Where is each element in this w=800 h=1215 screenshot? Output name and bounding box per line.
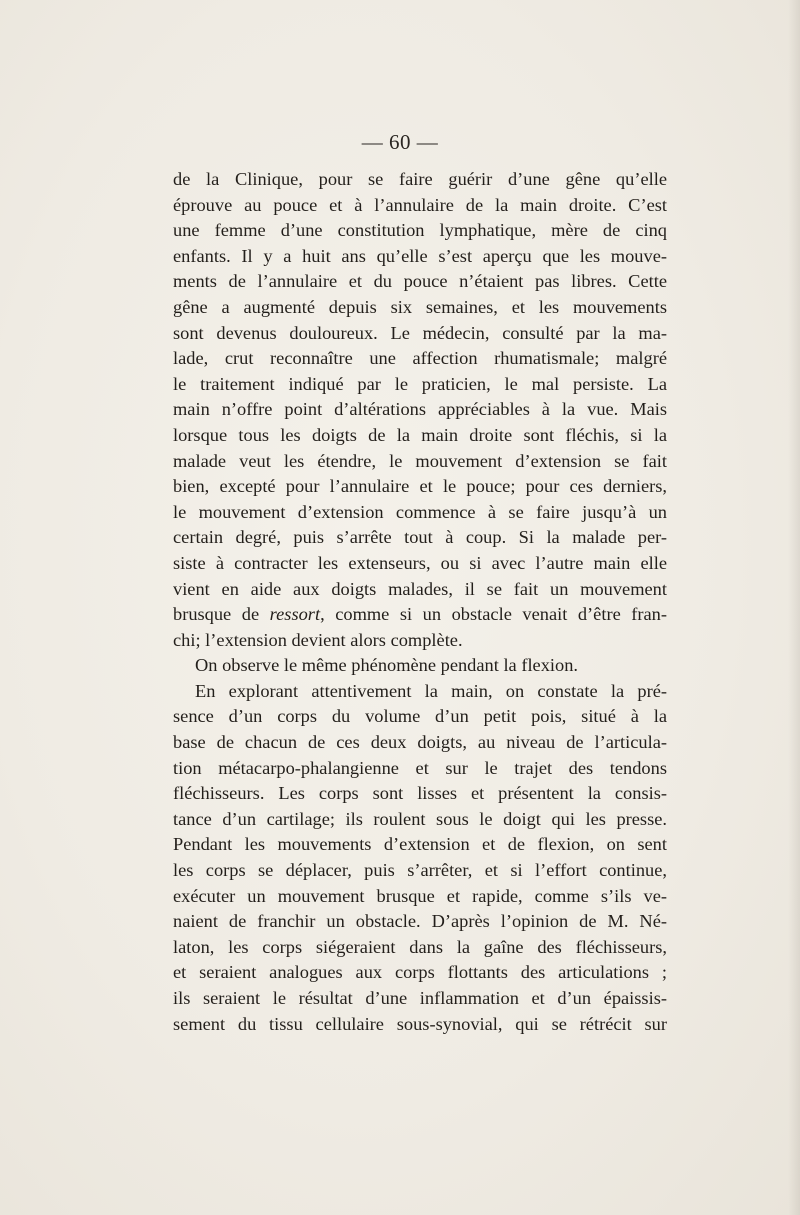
text-line: brusque de ressort, comme si un obstacle venait d’être fran- [173,604,667,625]
page-edge-shadow [788,0,800,1215]
text-line: main n’offre point d’altérations appréciables à la vue. Mais [173,399,667,420]
text-line: malade veut les étendre, le mouvement d’extension se fait [173,450,667,471]
text-line: chi; l’extension devient alors complète. [173,629,463,650]
text-line: et seraient analogues aux corps flottants des articulations ; [173,962,667,983]
text-line: bien, excepté pour l’annulaire et le pouce; pour ces derniers, [173,476,667,497]
text-line: sont devenus douloureux. Le médecin, consulté par la ma- [173,322,667,343]
text-line: exécuter un mouvement brusque et rapide, comme s’ils ve- [173,885,667,906]
text-line: éprouve au pouce et à l’annulaire de la main droite. C’est [173,194,667,215]
text-line: naient de franchir un obstacle. D’après l’opinion de M. Né- [173,911,667,932]
text-line: siste à contracter les extenseurs, ou si avec l’autre main elle [173,552,667,573]
text-line: de la Clinique, pour se faire guérir d’une gêne qu’elle [173,169,667,189]
body-text [173,167,667,1037]
emphasis-word: ressort [269,604,321,625]
text-line: lorsque tous les doigts de la main droite sont fléchis, si la [173,424,667,445]
text-line: sement du tissu cellulaire sous-synovial, qui se rétrécit sur [173,1013,667,1034]
text-line: Pendant les mouvements d’extension et de flexion, on sent [173,834,667,855]
text-line: une femme d’une constitution lymphatique, mère de cinq [173,220,667,241]
text-line: les corps se déplacer, puis s’arrêter, et si l’effort continue, [173,860,667,881]
text-line: ments de l’annulaire et du pouce n’étaient pas libres. Cette [173,271,667,292]
text-line: vient en aide aux doigts malades, il se fait un mouvement [173,578,667,599]
page-number: — 60 — [361,130,439,154]
text-line: sence d’un corps du volume d’un petit pois, situé à la [173,706,667,727]
text-line: tion métacarpo-phalangienne et sur le trajet des tendons [173,757,667,778]
text-line: laton, les corps siégeraient dans la gaîne des fléchisseurs, [173,936,667,957]
text-line: On observe le même phénomène pendant la flexion. [195,655,579,676]
text-line: tance d’un cartilage; ils roulent sous le doigt qui les presse. [173,808,667,829]
text-line: le mouvement d’extension commence à se faire jusqu’à un [173,501,667,522]
text-line: ils seraient le résultat d’une inflammation et d’un épaissis- [173,988,667,1008]
text-line: le traitement indiqué par le praticien, le mal persiste. La [173,373,667,394]
text-line: base de chacun de ces deux doigts, au niveau de l’articula- [173,732,667,753]
text-line: certain degré, puis s’arrête tout à coup. Si la malade per- [173,527,667,548]
text-line: fléchisseurs. Les corps sont lisses et présentent la consis- [173,783,667,804]
text-line: enfants. Il y a huit ans qu’elle s’est aperçu que les mouve- [173,245,667,266]
text-line: gêne a augmenté depuis six semaines, et les mouvements [173,296,667,317]
text-line: lade, crut reconnaître une affection rhumatismale; malgré [173,348,667,369]
text-line: En explorant attentivement la main, on constate la pré- [195,680,667,701]
